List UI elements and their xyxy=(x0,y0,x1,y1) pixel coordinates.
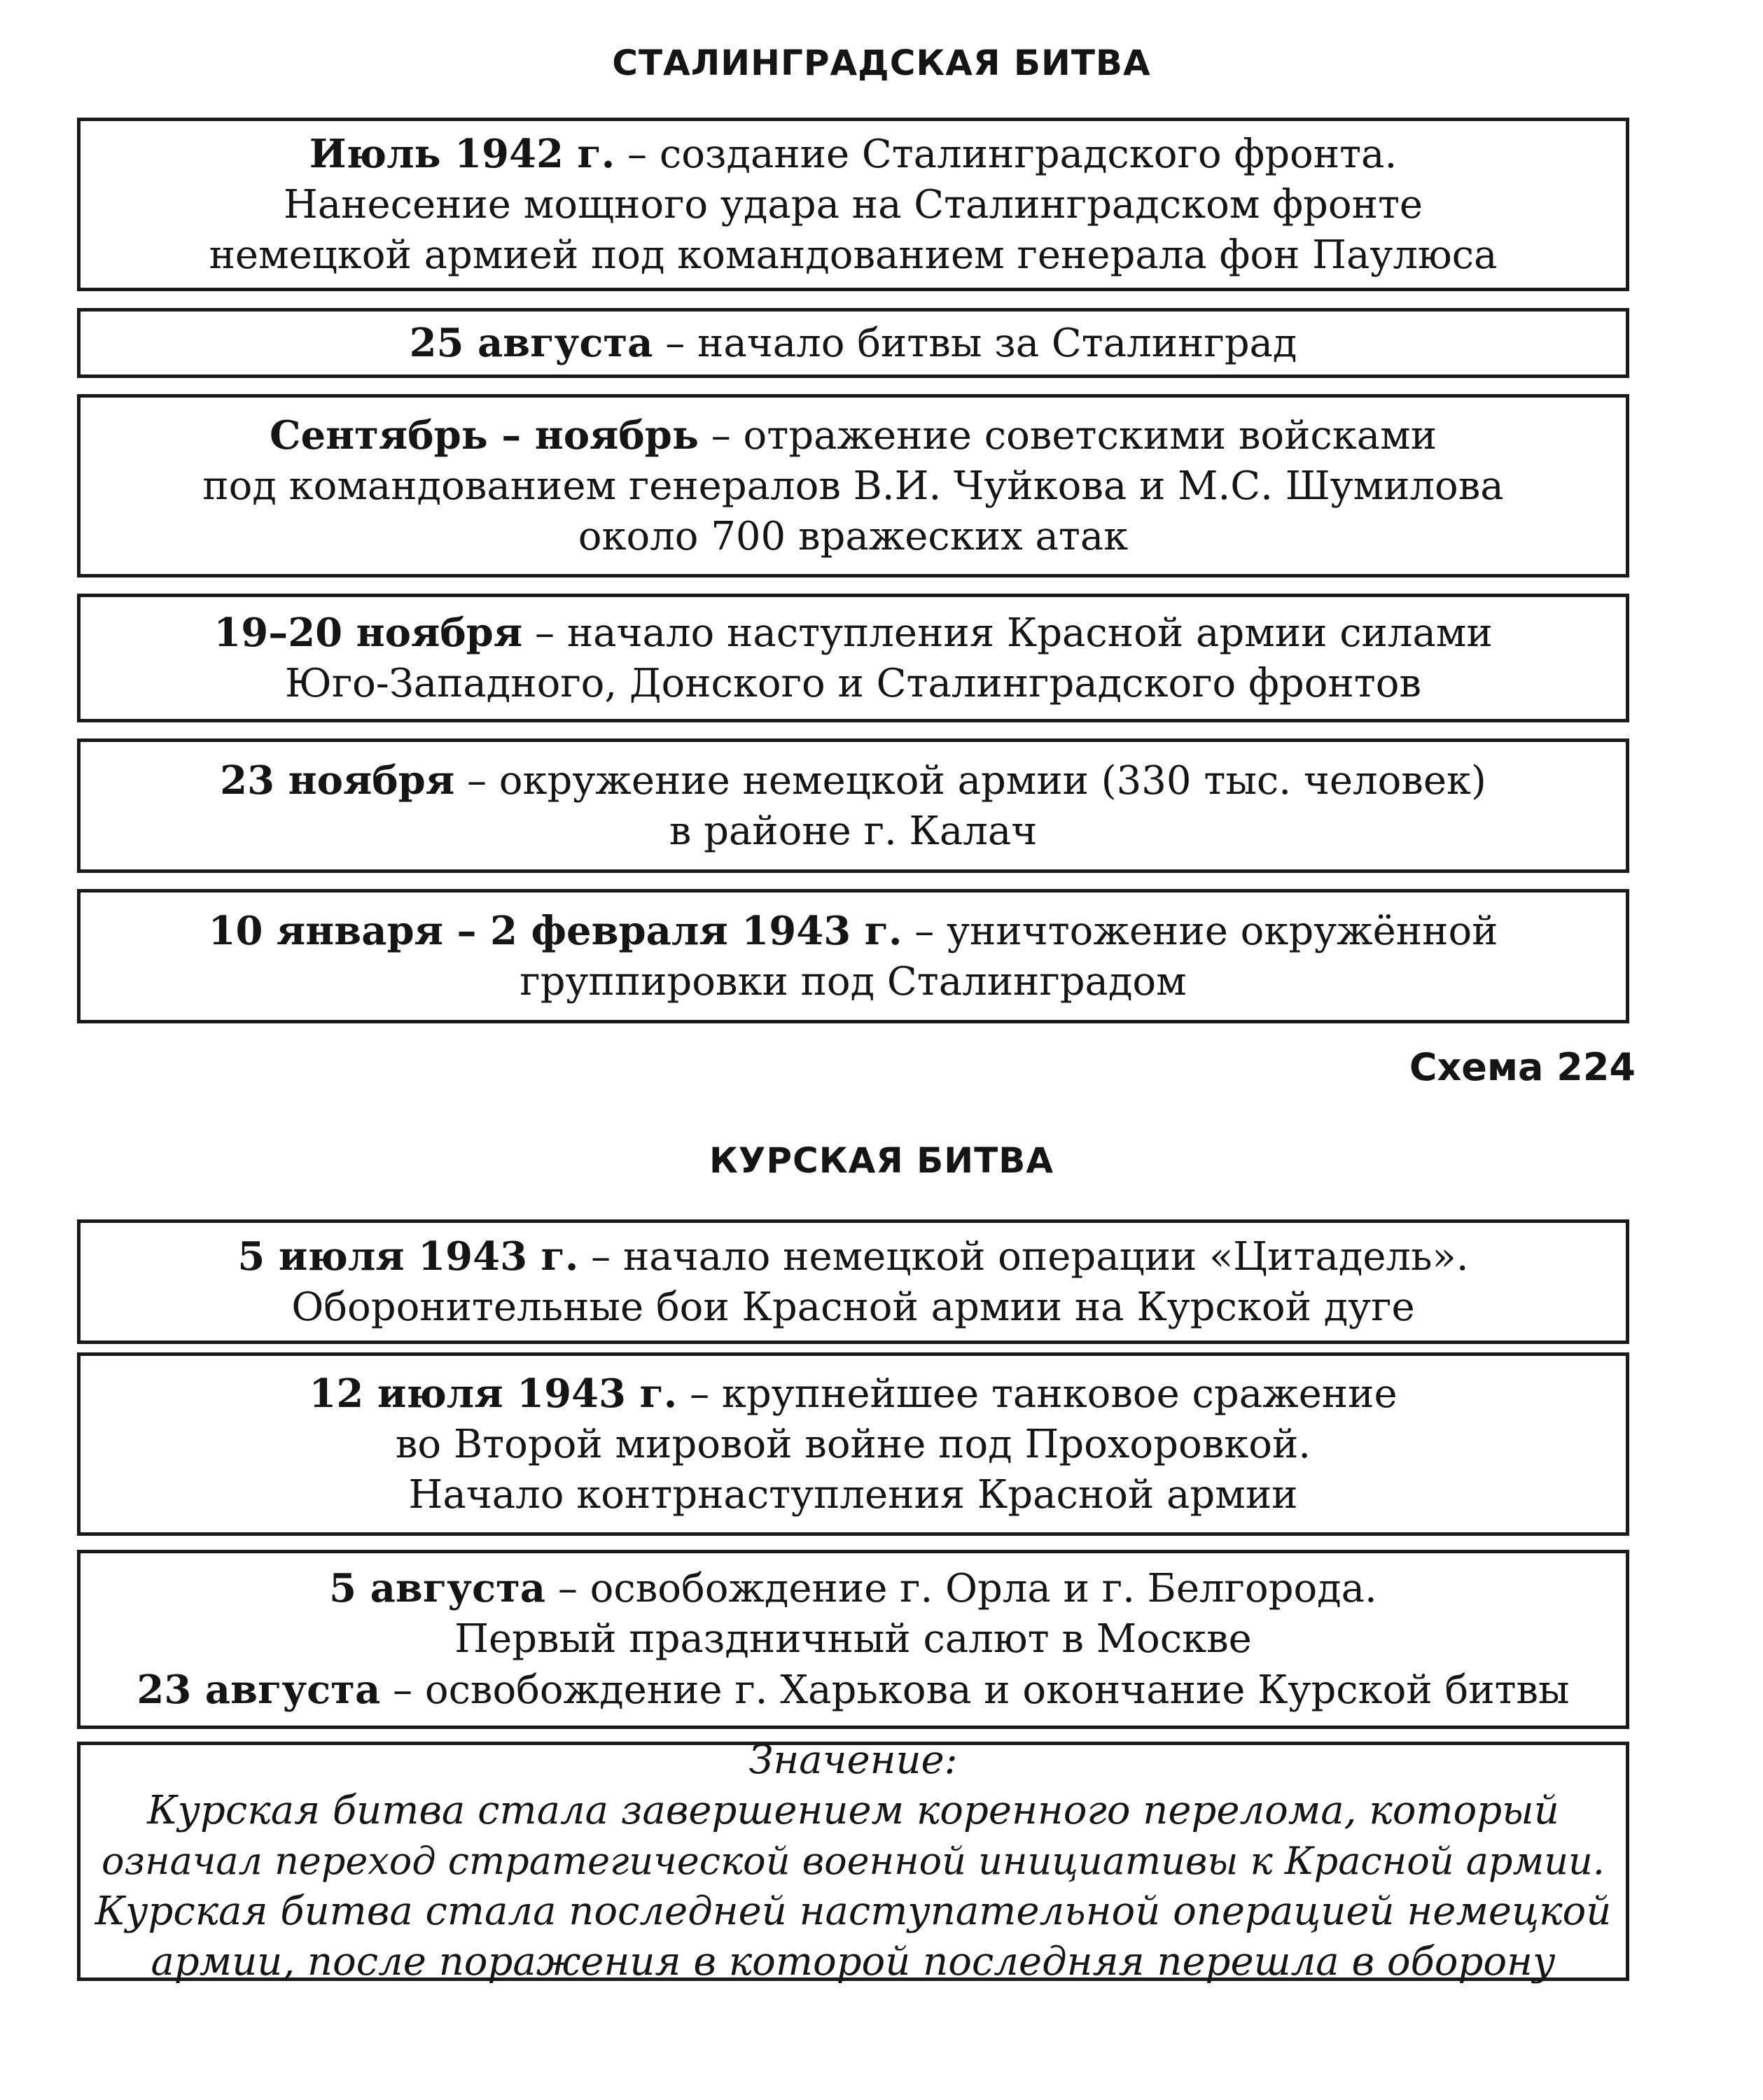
event-line xyxy=(410,318,1297,369)
event-line xyxy=(309,1368,1397,1420)
event-line xyxy=(137,1665,1569,1716)
event-text: – отражение советскими войсками xyxy=(698,412,1437,458)
stalingrad-event-box xyxy=(77,394,1629,578)
event-line xyxy=(329,1563,1377,1614)
event-date: 19–20 ноября xyxy=(214,609,523,656)
event-line xyxy=(309,129,1398,180)
stalingrad-event-box xyxy=(77,889,1629,1023)
kursk-event-box xyxy=(77,1219,1629,1344)
significance-heading: Значение: xyxy=(748,1737,958,1783)
kursk-title: КУРСКАЯ БИТВА xyxy=(709,1140,1054,1181)
kursk-significance-box xyxy=(77,1737,1629,1984)
event-text: – начало наступления Красной армии силами xyxy=(522,610,1493,656)
event-text: – начало немецкой операции «Цитадель». xyxy=(578,1233,1469,1280)
significance-line: Курская битва стала последней наступательной операцией немецкой xyxy=(95,1889,1612,1934)
event-line xyxy=(270,410,1437,461)
event-line: Первый праздничный салют в Москве xyxy=(454,1616,1252,1662)
event-line: Юго-Западного, Донского и Сталинградского фронтов xyxy=(285,660,1421,706)
event-line: под командованием генералов В.И. Чуйкова и М.С. Шумилова xyxy=(202,463,1504,509)
event-line xyxy=(214,608,1492,659)
event-line xyxy=(209,906,1498,957)
event-line: Нанесение мощного удара на Сталинградском фронте xyxy=(283,181,1423,227)
event-date: Июль 1942 г. xyxy=(309,130,615,177)
event-line: Начало контрнаступления Красной армии xyxy=(408,1471,1298,1518)
significance-line: Курская битва стала завершением коренного перелома, который xyxy=(147,1788,1559,1833)
event-date: 5 июля 1943 г. xyxy=(237,1233,579,1280)
event-date: 25 августа xyxy=(409,319,653,366)
event-line: немецкой армией под командованием генерала фон Паулюса xyxy=(209,232,1498,278)
event-line: Оборонительные бои Красной армии на Курской дуге xyxy=(291,1284,1415,1330)
event-line: в районе г. Калач xyxy=(669,808,1038,854)
kursk-event-box xyxy=(77,1352,1629,1536)
event-date: 5 августа xyxy=(329,1565,546,1611)
event-date: 23 ноября xyxy=(220,757,455,804)
significance-line: армии, после поражения в которой последняя перешла в оборону xyxy=(151,1939,1556,1984)
event-date: 10 января – 2 февраля 1943 г. xyxy=(208,907,903,954)
event-line xyxy=(237,1231,1468,1282)
event-date: Сентябрь – ноябрь xyxy=(269,412,699,458)
stalingrad-event-box xyxy=(77,738,1629,873)
event-text: – начало битвы за Сталинград xyxy=(653,320,1297,366)
event-text: – окружение немецкой армии (330 тыс. человек) xyxy=(454,757,1486,804)
stalingrad-title: СТАЛИНГРАДСКАЯ БИТВА xyxy=(612,43,1151,83)
stalingrad-event-box xyxy=(77,118,1629,291)
event-line: группировки под Сталинградом xyxy=(520,958,1187,1004)
event-text: – создание Сталинградского фронта. xyxy=(615,131,1398,177)
event-date: 23 августа xyxy=(137,1667,381,1713)
stalingrad-event-box xyxy=(77,594,1629,722)
event-date: 12 июля 1943 г. xyxy=(309,1370,678,1417)
event-text: – освобождение г. Харькова и окончание Курской битвы xyxy=(380,1667,1570,1713)
significance-line: означал переход стратегической военной инициативы к Красной армии. xyxy=(102,1839,1605,1883)
event-text: – освобождение г. Орла и г. Белгорода. xyxy=(545,1566,1377,1611)
event-line xyxy=(220,755,1486,806)
event-line: во Второй мировой войне под Прохоровкой. xyxy=(395,1421,1311,1467)
kursk-event-box xyxy=(77,1550,1629,1729)
event-text: – уничтожение окружённой xyxy=(902,908,1498,954)
event-line: около 700 вражеских атак xyxy=(578,513,1129,559)
stalingrad-event-box xyxy=(77,308,1629,378)
event-text: – крупнейшее танковое сражение xyxy=(677,1371,1398,1417)
scheme-caption: Схема 224 xyxy=(1409,1045,1636,1089)
